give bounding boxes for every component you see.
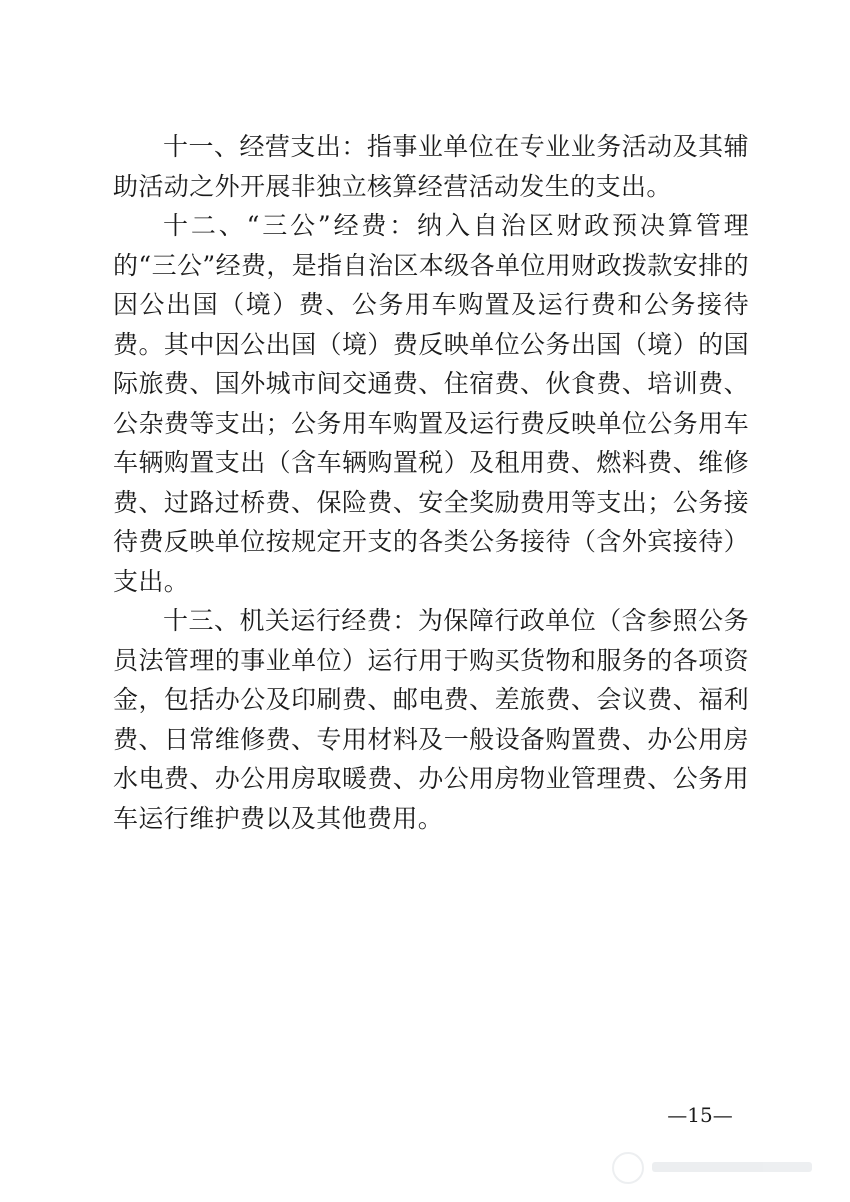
document-body [113, 127, 749, 838]
page-number: —15— [667, 1103, 733, 1127]
paragraph-operating-expenses: 十一、经营支出：指事业单位在专业业务活动及其辅助活动之外开展非独立核算经营活动发生的支出。 [113, 132, 749, 201]
watermark-logo [612, 1150, 822, 1186]
watermark-circle-icon [612, 1152, 644, 1184]
paragraph-three-public-expenses: 十二、“三公”经费：纳入自治区财政预决算管理的“三公”经费，是指自治区本级各单位用财政拨款安排的因公出国（境）费、公务用车购置及运行费和公务接待费。其中因公出国（境）费反映单位公务出国（境）的国际旅费、国外城市间交通费、住宿费、伙食费、培训费、公杂费等支出；公务用车购置及运行费反映单位公务用车车辆购置支出（含车辆购置税）及租用费、燃料费、维修费、过路过桥费、保险费、安全奖励费用等支出；公务接待费反映单位按规定开支的各类公务接待（含外宾接待）支出。 [113, 211, 749, 596]
paragraph-agency-operating-funds: 十三、机关运行经费：为保障行政单位（含参照公务员法管理的事业单位）运行用于购买货物和服务的各项资金，包括办公及印刷费、邮电费、差旅费、会议费、福利费、日常维修费、专用材料及一般设备购置费、办公用房水电费、办公用房取暖费、办公用房物业管理费、公务用车运行维护费以及其他费用。 [113, 606, 749, 833]
watermark-bar [652, 1162, 812, 1172]
